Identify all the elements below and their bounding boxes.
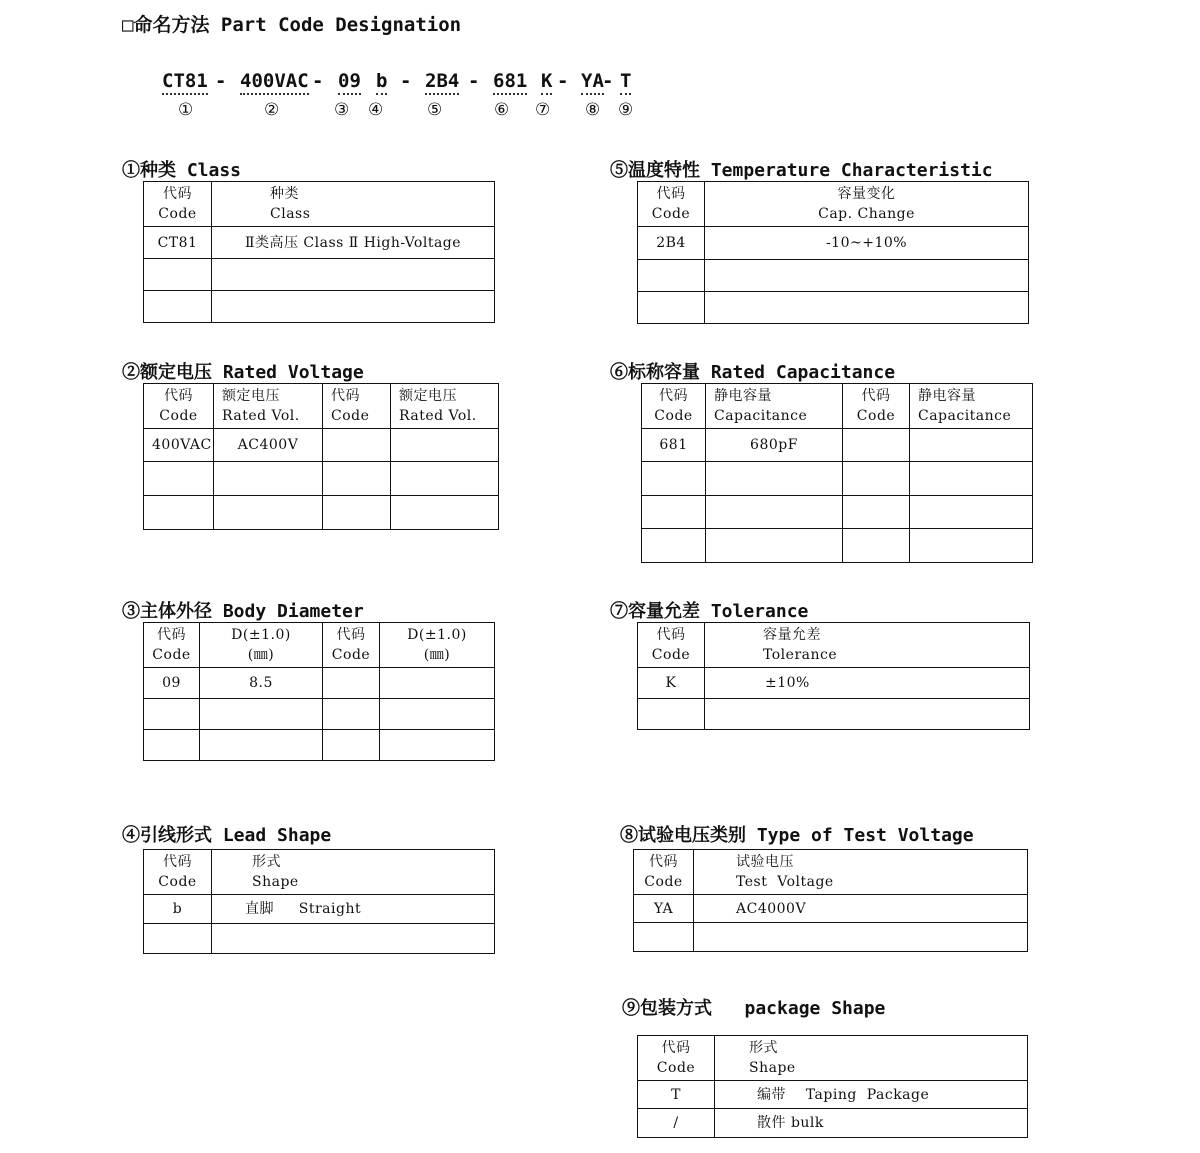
empty-cell	[380, 730, 495, 761]
code-separator: -	[400, 70, 412, 92]
empty-cell	[843, 496, 910, 529]
cell-rated-voltage: AC400V	[214, 429, 323, 462]
section-title-tolerance: ⑦容量允差 Tolerance	[610, 601, 809, 622]
code-part-tolerance: K	[541, 70, 552, 95]
cell-code: K	[638, 668, 705, 699]
diameter-table	[143, 622, 495, 761]
empty-cell	[706, 462, 843, 496]
cell-code: /	[638, 1109, 715, 1138]
section-title-class: ①种类 Class	[122, 160, 242, 181]
empty-cell	[323, 462, 391, 496]
header-code: 代码 Code	[323, 623, 380, 668]
code-part-package: T	[620, 70, 631, 95]
cell-code: 09	[144, 668, 200, 699]
header-diameter: D(±1.0) (㎜)	[200, 623, 323, 668]
header-code: 代码 Code	[144, 182, 212, 227]
empty-cell	[212, 291, 495, 323]
empty-cell	[642, 496, 706, 529]
header-rated-voltage: 额定电压 Rated Vol.	[391, 384, 499, 429]
empty-cell	[638, 260, 705, 292]
empty-cell	[910, 429, 1033, 462]
header-rated-voltage: 额定电压 Rated Vol.	[214, 384, 323, 429]
code-number: ⑤	[427, 100, 443, 120]
empty-cell	[705, 699, 1030, 730]
header-code: 代码 Code	[634, 850, 694, 895]
cell-diameter: 8.5	[200, 668, 323, 699]
cell-tolerance: ±10%	[705, 668, 1030, 699]
class-table	[143, 181, 495, 323]
section-title-package: ⑨包装方式 package Shape	[622, 998, 886, 1019]
cell-code: 400VAC	[144, 429, 214, 462]
header-code: 代码 Code	[638, 623, 705, 668]
cell-shape: 直脚 Straight	[212, 895, 495, 924]
header-tolerance: 容量允差 Tolerance	[705, 623, 1030, 668]
empty-cell	[638, 699, 705, 730]
section-title-temperature: ⑤温度特性 Temperature Characteristic	[610, 160, 993, 181]
empty-cell	[323, 699, 380, 730]
voltage-table	[143, 383, 499, 530]
code-part-capacitance: 681	[493, 70, 527, 95]
cell-code: 2B4	[638, 227, 705, 260]
empty-cell	[843, 462, 910, 496]
tolerance-table	[637, 622, 1030, 730]
empty-cell	[642, 529, 706, 563]
code-part-diameter: 09	[338, 70, 361, 95]
empty-cell	[144, 496, 214, 530]
code-separator: -	[468, 70, 480, 92]
empty-cell	[214, 496, 323, 530]
empty-cell	[910, 462, 1033, 496]
code-number: ④	[368, 100, 384, 120]
empty-cell	[214, 462, 323, 496]
header-code: 代码 Code	[638, 182, 705, 227]
temperature-table	[637, 181, 1029, 324]
code-number: ⑥	[494, 100, 510, 120]
header-code: 代码 Code	[144, 384, 214, 429]
cell-capacitance: 680pF	[706, 429, 843, 462]
section-title-capacitance: ⑥标称容量 Rated Capacitance	[610, 362, 896, 383]
section-title-diameter: ③主体外径 Body Diameter	[122, 601, 364, 622]
empty-cell	[705, 292, 1029, 324]
empty-cell	[212, 924, 495, 954]
empty-cell	[910, 529, 1033, 563]
empty-cell	[323, 668, 380, 699]
empty-cell	[634, 923, 694, 952]
code-part-temperature: 2B4	[425, 70, 459, 95]
code-part-class: CT81	[162, 70, 208, 95]
page-title: □命名方法 Part Code Designation	[122, 14, 462, 36]
cell-code: CT81	[144, 227, 212, 259]
header-capacitance: 静电容量 Capacitance	[706, 384, 843, 429]
empty-cell	[144, 699, 200, 730]
cell-test-voltage: AC4000V	[694, 895, 1028, 923]
code-number: ③	[334, 100, 350, 120]
code-separator: -	[557, 70, 569, 92]
code-number: ①	[178, 100, 194, 120]
cell-code: b	[144, 895, 212, 924]
empty-cell	[638, 292, 705, 324]
test-voltage-table	[633, 849, 1028, 952]
empty-cell	[323, 429, 391, 462]
empty-cell	[706, 496, 843, 529]
empty-cell	[323, 496, 391, 530]
empty-cell	[323, 730, 380, 761]
empty-cell	[380, 699, 495, 730]
empty-cell	[694, 923, 1028, 952]
cell-code: YA	[634, 895, 694, 923]
empty-cell	[391, 429, 499, 462]
empty-cell	[391, 496, 499, 530]
empty-cell	[200, 699, 323, 730]
lead-table	[143, 849, 495, 954]
empty-cell	[843, 529, 910, 563]
cell-shape: 编带 Taping Package	[715, 1081, 1028, 1109]
cell-code: T	[638, 1081, 715, 1109]
package-table	[637, 1035, 1028, 1138]
header-code: 代码 Code	[638, 1036, 715, 1081]
empty-cell	[144, 291, 212, 323]
empty-cell	[642, 462, 706, 496]
code-part-voltage: 400VAC	[240, 70, 309, 95]
empty-cell	[380, 668, 495, 699]
section-title-voltage: ②额定电压 Rated Voltage	[122, 362, 364, 383]
cell-class: Ⅱ类高压 Class Ⅱ High-Voltage	[212, 227, 495, 259]
header-shape: 形式 Shape	[212, 850, 495, 895]
header-code: 代码 Code	[642, 384, 706, 429]
empty-cell	[843, 429, 910, 462]
cell-shape: 散件 bulk	[715, 1109, 1028, 1138]
section-title-test-voltage: ⑧试验电压类别 Type of Test Voltage	[620, 825, 974, 846]
code-part-test-voltage: YA	[581, 70, 604, 95]
code-number: ⑨	[618, 100, 634, 120]
cell-cap-change: -10~+10%	[705, 227, 1029, 260]
empty-cell	[212, 259, 495, 291]
header-code: 代码 Code	[843, 384, 910, 429]
code-number: ②	[264, 100, 280, 120]
cell-code: 681	[642, 429, 706, 462]
code-part-lead: b	[376, 70, 387, 95]
header-code: 代码 Code	[144, 623, 200, 668]
empty-cell	[910, 496, 1033, 529]
code-separator: -	[602, 70, 614, 92]
header-code: 代码 Code	[323, 384, 391, 429]
header-class: 种类 Class	[212, 182, 495, 227]
header-cap-change: 容量变化 Cap. Change	[705, 182, 1029, 227]
header-diameter: D(±1.0) (㎜)	[380, 623, 495, 668]
empty-cell	[144, 730, 200, 761]
capacitance-table	[641, 383, 1033, 563]
code-separator: -	[312, 70, 324, 92]
header-test-voltage: 试验电压 Test Voltage	[694, 850, 1028, 895]
empty-cell	[705, 260, 1029, 292]
section-title-lead: ④引线形式 Lead Shape	[122, 825, 332, 846]
empty-cell	[706, 529, 843, 563]
code-number: ⑦	[535, 100, 551, 120]
empty-cell	[144, 924, 212, 954]
code-separator: -	[215, 70, 227, 92]
header-shape: 形式 Shape	[715, 1036, 1028, 1081]
code-number: ⑧	[585, 100, 601, 120]
empty-cell	[144, 462, 214, 496]
header-code: 代码 Code	[144, 850, 212, 895]
header-capacitance: 静电容量 Capacitance	[910, 384, 1033, 429]
empty-cell	[144, 259, 212, 291]
empty-cell	[391, 462, 499, 496]
empty-cell	[200, 730, 323, 761]
